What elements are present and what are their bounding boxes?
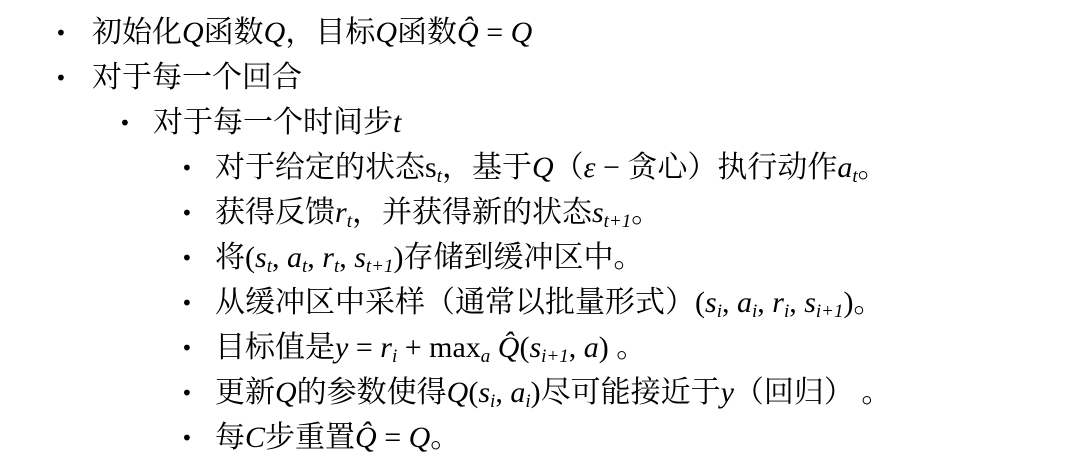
bullet-item	[0, 235, 1080, 280]
bullet-text: 从缓冲区中采样（通常以批量形式）($s_i$, $a_i$, $r_i$, $s_{i+1}$)。	[215, 286, 884, 322]
bullet-item	[0, 10, 1080, 55]
bullet-item	[0, 415, 1080, 460]
bullet-item	[0, 55, 1080, 100]
bullet-text: 对于给定的状态$s_t$，基于Q（ε − 贪心）执行动作$a_t$。	[215, 151, 888, 187]
bullet-dot-icon: •	[181, 381, 193, 405]
bullet-text: 目标值是$y = r_i + \max_a$ $Q̂(s_{i+1}$, a) 。	[215, 331, 647, 367]
bullet-text: 将($s_t$, $a_t$, $r_t$, $s_{t+1}$)存储到缓冲区中。	[215, 241, 644, 277]
bullet-text: 每C步重置Q̂ = Q。	[215, 421, 461, 454]
bullet-dot-icon: •	[181, 246, 193, 270]
bullet-item	[0, 100, 1080, 145]
bullet-item	[0, 190, 1080, 235]
bullet-item	[0, 280, 1080, 325]
bullet-text: 更新Q的参数使得$Q(s_i$, $a_i$)尽可能接近于y（回归） 。	[215, 376, 892, 412]
bullet-item	[0, 325, 1080, 370]
bullet-dot-icon: •	[181, 291, 193, 315]
bullet-list	[0, 10, 1080, 460]
bullet-text: 对于每一个回合	[92, 61, 302, 94]
bullet-dot-icon: •	[119, 111, 131, 135]
bullet-dot-icon: •	[181, 426, 193, 450]
bullet-dot-icon: •	[181, 336, 193, 360]
bullet-dot-icon: •	[55, 21, 67, 45]
bullet-dot-icon: •	[181, 201, 193, 225]
bullet-item	[0, 145, 1080, 190]
bullet-text: 对于每一个时间步t	[153, 106, 402, 139]
bullet-item	[0, 370, 1080, 415]
bullet-dot-icon: •	[181, 156, 193, 180]
bullet-text: 初始化Q函数Q，目标Q函数Q̂ = Q	[92, 16, 533, 49]
bullet-dot-icon: •	[55, 66, 67, 90]
bullet-text: 获得反馈$r_t$，并获得新的状态$s_{t+1}$。	[215, 196, 662, 232]
